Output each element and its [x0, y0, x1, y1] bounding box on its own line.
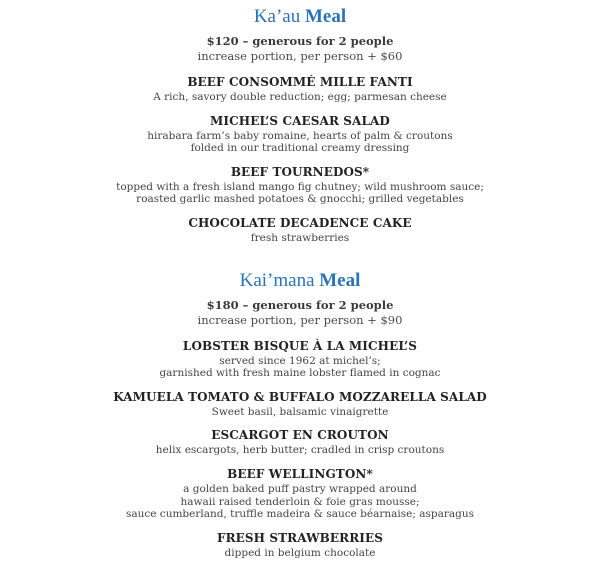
course-item: [0, 338, 600, 380]
meal-title-name: Ka’au: [253, 6, 301, 27]
course-desc: Sweet basil, balsamic vinaigrette: [211, 405, 389, 418]
course-name: MICHEL’S CAESAR SALAD: [210, 113, 390, 128]
course-item: [0, 215, 600, 245]
meal-section-kaau: [0, 6, 600, 245]
course-name: FRESH STRAWBERRIES: [216, 530, 384, 545]
meal-title-suffix: Meal: [319, 269, 361, 291]
course-desc: hawaii raised tenderloin & foie gras mousse;: [180, 495, 420, 508]
meal-title-name: Kai’mana: [239, 269, 315, 291]
course-desc: A rich, savory double reduction; egg; parmesan cheese: [153, 91, 447, 103]
course-item: [0, 530, 600, 560]
course-name: ESCARGOT EN CROUTON: [211, 428, 389, 443]
meal-price: $180 – generous for 2 people: [206, 297, 394, 312]
course-item: [0, 74, 600, 104]
course-desc: topped with a fresh island mango fig chutney; wild mushroom sauce;: [116, 180, 484, 193]
meal-upsell: increase portion, per person + $60: [197, 49, 403, 63]
course-desc: helix escargots, herb butter; cradled in crisp croutons: [155, 444, 445, 457]
course-item: [0, 113, 600, 155]
course-name: CHOCOLATE DECADENCE CAKE: [188, 215, 412, 230]
meal-title: [0, 6, 600, 28]
course-desc: garnished with fresh maine lobster flamed in cognac: [159, 367, 441, 380]
course-name: BEEF TOURNEDOS*: [230, 164, 370, 179]
course-name: KAMUELA TOMATO & BUFFALO MOZZARELLA SALAD: [113, 389, 487, 404]
course-item: [0, 164, 600, 206]
course-desc: roasted garlic mashed potatoes & gnocchi; grilled vegetables: [136, 193, 464, 206]
course-desc: hirabara farm’s baby romaine, hearts of palm & croutons: [147, 129, 453, 142]
meal-section-kaimana: [0, 270, 600, 560]
course-desc: dipped in belgium chocolate: [224, 546, 376, 559]
course-item: [0, 427, 600, 457]
course-desc: sauce cumberland, truffle madeira & sauce béarnaise; asparagus: [125, 508, 475, 521]
course-item: [0, 466, 600, 521]
course-name: LOBSTER BISQUE À LA MICHEL’S: [182, 338, 418, 353]
course-desc: a golden baked puff pastry wrapped around: [183, 482, 417, 495]
course-name: BEEF WELLINGTON*: [227, 466, 373, 481]
course-item: [0, 389, 600, 419]
course-desc: folded in our traditional creamy dressing: [190, 142, 410, 155]
meal-price: $120 – generous for 2 people: [206, 34, 394, 48]
course-desc: fresh strawberries: [250, 231, 350, 244]
meal-title-suffix: Meal: [305, 6, 347, 27]
course-desc: served since 1962 at michel’s;: [219, 354, 381, 367]
meal-title: [0, 270, 600, 292]
course-name: BEEF CONSOMMÉ MILLE FANTI: [187, 75, 413, 89]
section-spacer: [0, 254, 600, 270]
meal-upsell: increase portion, per person + $90: [197, 312, 403, 327]
